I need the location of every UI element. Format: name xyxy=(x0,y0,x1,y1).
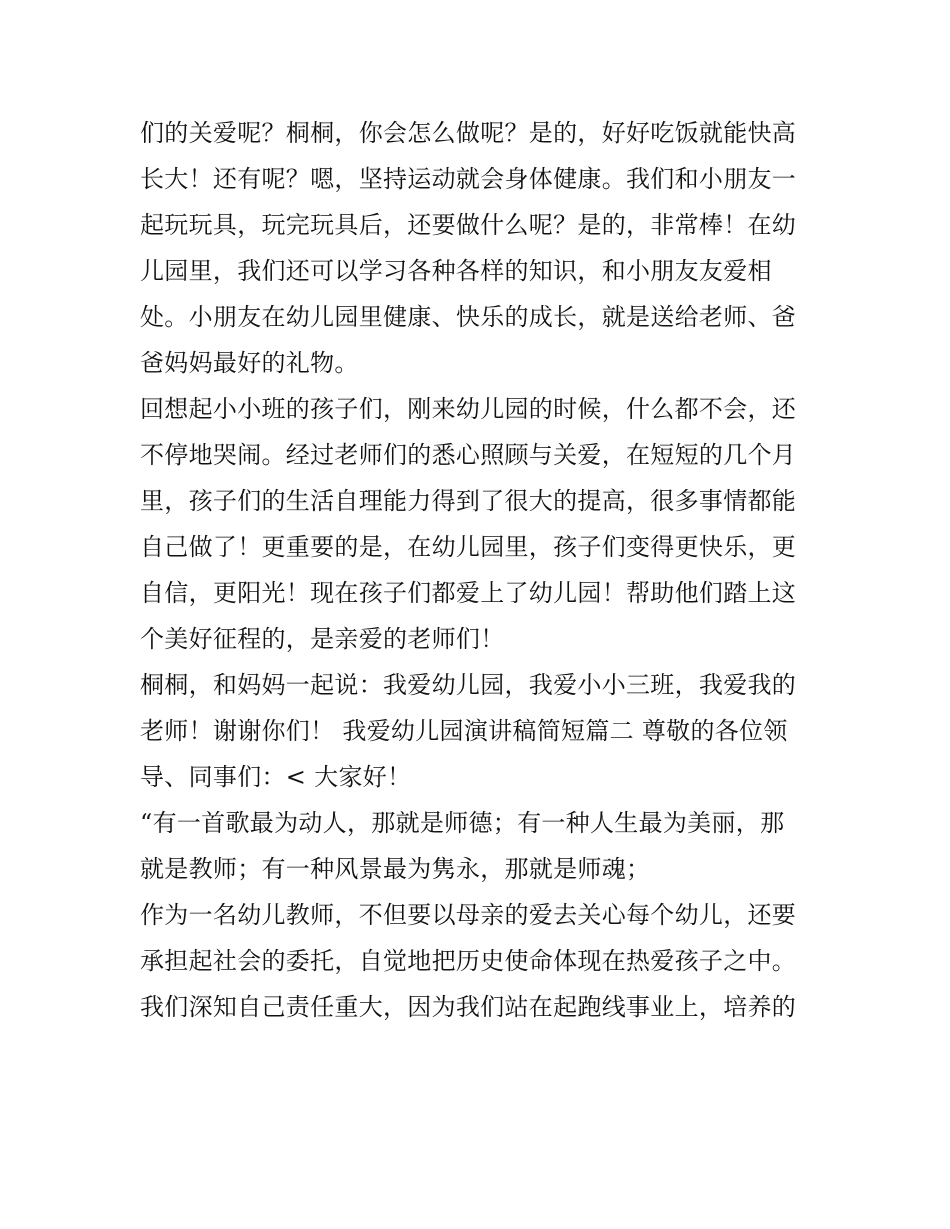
text-line: 不停地哭闹。经过老师们的悉心照顾与关爱，在短短的几个月 xyxy=(140,441,797,469)
text-line: 作为一名幼儿教师，不但要以母亲的爱去关心每个幼儿，还要 xyxy=(140,901,797,929)
text-line: 老师！谢谢你们！ 我爱幼儿园演讲稿简短篇二 尊敬的各位领 xyxy=(140,717,788,745)
text-line: 我们深知自己责任重大，因为我们站在起跑线事业上，培养的 xyxy=(140,993,797,1021)
text-line: 处。小朋友在幼儿园里健康、快乐的成长，就是送给老师、爸 xyxy=(140,303,797,331)
text-line: “有一首歌最为动人，那就是师德；有一种人生最为美丽，那 xyxy=(140,809,785,837)
text-line: 自信，更阳光！现在孩子们都爱上了幼儿园！帮助他们踏上这 xyxy=(140,579,797,607)
text-line: 里，孩子们的生活自理能力得到了很大的提高，很多事情都能 xyxy=(140,487,797,515)
document-body xyxy=(140,110,820,1030)
text-line: 回想起小小班的孩子们，刚来幼儿园的时候，什么都不会，还 xyxy=(140,395,797,423)
text-line: 就是教师；有一种风景最为隽永，那就是师魂； xyxy=(140,855,651,883)
text-line: 承担起社会的委托，自觉地把历史使命体现在热爱孩子之中。 xyxy=(140,947,797,975)
text-line: 爸妈妈最好的礼物。 xyxy=(140,349,359,377)
text-line: 儿园里，我们还可以学习各种各样的知识，和小朋友友爱相 xyxy=(140,257,772,285)
text-line: 们的关爱呢？桐桐，你会怎么做呢？是的，好好吃饭就能快高 xyxy=(140,119,797,147)
text-line: 自己做了！更重要的是，在幼儿园里，孩子们变得更快乐，更 xyxy=(140,533,797,561)
text-line: 长大！还有呢？嗯，坚持运动就会身体健康。我们和小朋友一 xyxy=(140,165,797,193)
text-line: 桐桐，和妈妈一起说：我爱幼儿园，我爱小小三班，我爱我的 xyxy=(140,671,797,699)
text-line: 起玩玩具，玩完玩具后，还要做什么呢？是的，非常棒！在幼 xyxy=(140,211,797,239)
text-line: 个美好征程的，是亲爱的老师们！ xyxy=(140,625,505,653)
text-line: 导、同事们：< 大家好！ xyxy=(140,763,412,791)
